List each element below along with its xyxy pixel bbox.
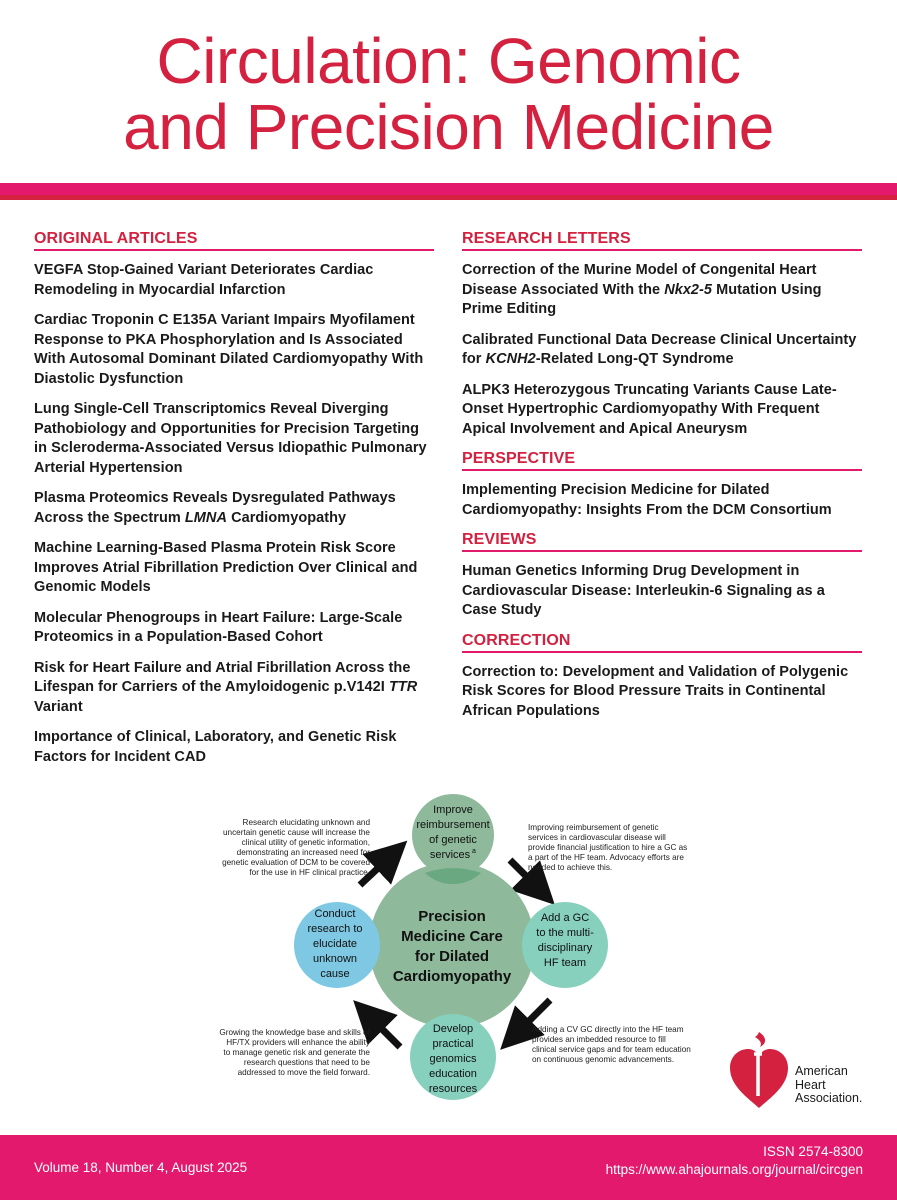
note-top-right: Improving reimbursement of genetic services in cardiovascular disease will provide financial justification to hire a GC as a part of the HF team. Advocacy efforts are needed to achieve this. xyxy=(528,823,688,872)
article-title[interactable] xyxy=(462,331,862,370)
section-heading: RESEARCH LETTERS xyxy=(462,230,862,251)
aha-logo-text xyxy=(795,1065,862,1106)
section-research-letters xyxy=(462,230,862,439)
article-text: Risk for Heart Failure and Atrial Fibrillation Across the Lifespan for Carriers of the Amyloidogenic p.V142I xyxy=(34,659,411,695)
article-title[interactable] xyxy=(34,609,434,648)
center-circle xyxy=(369,862,535,1028)
article-text: Cardiomyopathy xyxy=(226,509,347,526)
gene-name: TTR xyxy=(388,679,418,695)
article-title[interactable] xyxy=(34,311,434,389)
center-line-4: Cardiomyopathy xyxy=(392,968,512,985)
center-line-1: Precision xyxy=(418,908,486,925)
right-line-2: to the multi- xyxy=(536,927,594,939)
cover-diagram xyxy=(210,785,700,1110)
gene-name: Nkx2-5 xyxy=(664,281,713,298)
article-title[interactable] xyxy=(34,539,434,598)
article-title[interactable] xyxy=(34,400,434,478)
article-list xyxy=(34,261,434,767)
left-line-1: Conduct xyxy=(314,908,356,920)
article-text: VEGFA Stop-Gained Variant Deteriorates Cardiac Remodeling in Myocardial Infarction xyxy=(34,262,374,298)
arrow-bottom-left xyxy=(368,1015,400,1047)
center-line-2: Medicine Care xyxy=(401,928,503,945)
journal-url: https://www.ahajournals.org/journal/circgen xyxy=(605,1162,863,1177)
bottom-line-1: Develop xyxy=(432,1023,474,1035)
journal-title-line-1: Circulation: Genomic xyxy=(156,25,741,97)
article-text: Machine Learning-Based Plasma Protein Risk Score Improves Atrial Fibrillation Prediction Over Clinical and Genomic Models xyxy=(34,540,418,595)
article-title[interactable] xyxy=(462,261,862,320)
note-bottom-right: Adding a CV GC directly into the HF team provides an imbedded resource to fill clinical service gaps and for team education on continuous genomic advancements. xyxy=(532,1025,691,1064)
journal-title-line-2: and Precision Medicine xyxy=(123,91,774,163)
right-line-1: Add a GC xyxy=(540,912,590,924)
volume-info: Volume 18, Number 4, August 2025 xyxy=(34,1160,248,1175)
article-text: Importance of Clinical, Laboratory, and Genetic Risk Factors for Incident CAD xyxy=(34,729,397,765)
logo-line-3: Association. xyxy=(795,1091,863,1105)
article-text: Correction of the Murine Model of Congenital Heart Disease Associated With the xyxy=(462,262,817,298)
article-title[interactable] xyxy=(462,663,862,722)
article-text: Cardiac Troponin C E135A Variant Impairs Myofilament Response to PKA Phosphorylation and Is Associated With Autosomal Dominant Dilated Cardiomyopathy With Diastolic Dysfunction xyxy=(34,312,424,387)
gene-name: KCNH2 xyxy=(485,351,536,367)
footer-band xyxy=(0,1135,897,1200)
article-title[interactable] xyxy=(34,489,434,528)
left-line-4: unknown xyxy=(312,953,358,965)
top-line-2: reimbursement xyxy=(416,819,490,831)
issn: ISSN 2574-8300 xyxy=(763,1144,863,1159)
top-line-3: of genetic xyxy=(429,834,477,846)
article-title[interactable] xyxy=(462,481,862,520)
article-title[interactable] xyxy=(34,659,434,718)
article-text: Implementing Precision Medicine for Dilated Cardiomyopathy: Insights From the DCM Consortium xyxy=(462,482,832,518)
article-text: ALPK3 Heterozygous Truncating Variants Cause Late-Onset Hypertrophic Cardiomyopathy With Frequent Apical Involvement and Apical Aneurysm xyxy=(462,381,837,437)
section-original-articles xyxy=(34,230,434,767)
left-column xyxy=(34,230,434,778)
article-text: Mutation Using Prime Editing xyxy=(462,281,822,317)
aha-heart-torch-icon xyxy=(728,1030,790,1110)
article-title[interactable] xyxy=(34,728,434,767)
top-line-4: services xyxy=(429,849,471,861)
bottom-line-3: genomics xyxy=(429,1053,477,1065)
section-perspective xyxy=(462,450,862,520)
gene-name: LMNA xyxy=(184,509,227,526)
article-text: Plasma Proteomics Reveals Dysregulated Pathways Across the Spectrum xyxy=(34,490,396,526)
section-heading: CORRECTION xyxy=(462,632,862,653)
note-top-left: Research elucidating unknown and uncertain genetic cause will increase the clinical utility of genetic information, demonstrating an increased need for genetic evaluation of DCM to be covered for the use in HF clinical practice. xyxy=(222,818,370,877)
bottom-line-2: practical xyxy=(432,1038,474,1050)
article-text: Molecular Phenogroups in Heart Failure: Large-Scale Proteomics in a Population-Based Cohort xyxy=(34,609,403,645)
center-line-3: for Dilated xyxy=(414,948,490,965)
article-text: Correction to: Development and Validation of Polygenic Risk Scores for Blood Pressure Traits in Continental African Populations xyxy=(462,663,849,719)
section-heading: PERSPECTIVE xyxy=(462,450,862,471)
article-text: Variant xyxy=(34,698,83,715)
article-text: Human Genetics Informing Drug Development in Cardiovascular Disease: Interleukin-6 Signaling as a Case Study xyxy=(462,563,825,618)
article-text: Calibrated Functional Data Decrease Clinical Uncertainty for xyxy=(462,331,857,367)
right-column xyxy=(462,230,862,732)
article-text: Lung Single-Cell Transcriptomics Reveal Diverging Pathobiology and Opportunities for Precision Targeting in Scleroderma-Associated Versus Idiopathic Pulmonary Arterial Hypertension xyxy=(34,401,427,476)
header-band-pink xyxy=(0,183,897,195)
right-line-4: HF team xyxy=(543,957,587,969)
bottom-line-5: resources xyxy=(428,1083,478,1095)
journal-title xyxy=(0,25,897,163)
footer-right xyxy=(606,1143,863,1179)
header-band-red xyxy=(0,195,897,200)
left-line-5: cause xyxy=(320,968,350,980)
article-title[interactable] xyxy=(462,562,862,621)
section-heading: ORIGINAL ARTICLES xyxy=(34,230,434,251)
section-reviews xyxy=(462,531,862,621)
note-bottom-left: Growing the knowledge base and skills of HF/TX providers will enhance the ability to manage genetic risk and generate the research questions that need to be addressed to move the field forward. xyxy=(219,1028,370,1077)
top-line-1: Improve xyxy=(433,804,473,816)
section-heading: REVIEWS xyxy=(462,531,862,552)
left-line-2: research to xyxy=(307,923,363,935)
article-title[interactable] xyxy=(462,381,862,440)
top-superscript: a xyxy=(472,848,476,855)
logo-line-1: American xyxy=(795,1064,848,1078)
article-title[interactable] xyxy=(34,261,434,300)
bottom-line-4: education xyxy=(429,1068,477,1080)
right-line-3: disciplinary xyxy=(537,942,593,954)
logo-line-2: Heart xyxy=(795,1077,826,1092)
left-line-3: elucidate xyxy=(312,938,358,950)
section-correction xyxy=(462,632,862,722)
article-text: -Related Long-QT Syndrome xyxy=(535,351,734,367)
